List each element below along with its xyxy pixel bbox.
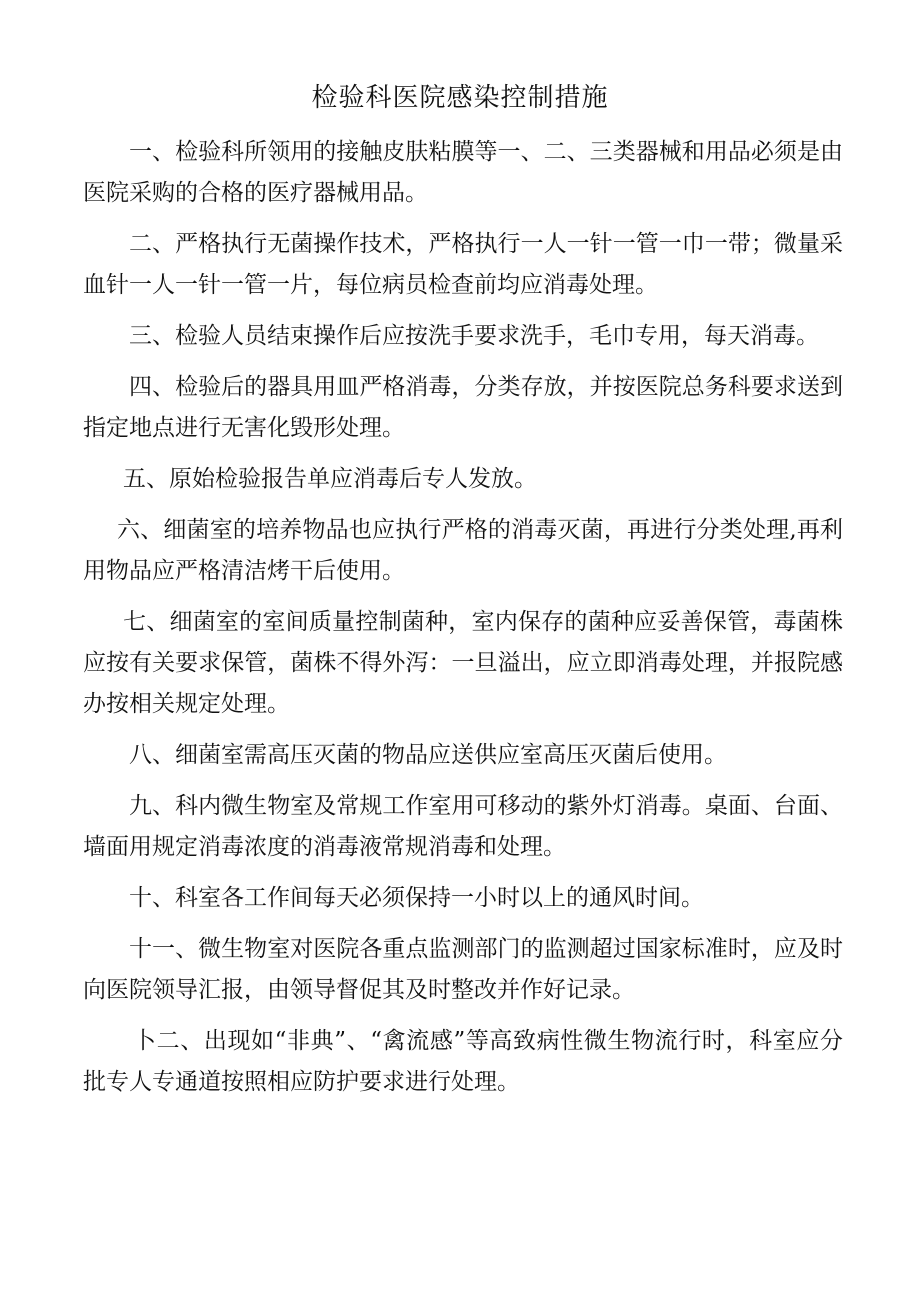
document-body (83, 132, 843, 1113)
paragraph-4: 四、检验后的器具用皿严格消毒，分类存放，并按医院总务科要求送到指定地点进行无害化毁形处理。 (83, 374, 843, 441)
paragraph-8: 八、细菌室需高压灭菌的物品应送供应室高压灭菌后使用。 (129, 742, 727, 768)
paragraph-2: 二、严格执行无菌操作技术，严格执行一人一针一管一巾一带；微量采血针一人一针一管一片，每位病员检查前均应消毒处理。 (83, 231, 843, 298)
paragraph-6: 六、细菌室的培养物品也应执行严格的消毒灭菌，再进行分类处理,再利用物品应严格清洁烤干后使用。 (83, 517, 843, 584)
paragraph-5: 五、原始检验报告单应消毒后专人发放。 (123, 466, 537, 492)
paragraph-12: 卜二、出现如“非典”、“禽流感”等高致病性微生物流行时，科室应分批专人专通道按照相应防护要求进行处理。 (83, 1028, 843, 1095)
paragraph-3: 三、检验人员结束操作后应按洗手要求洗手，毛巾专用，每天消毒。 (129, 323, 819, 349)
paragraph-1: 一、检验科所领用的接触皮肤粘膜等一、二、三类器械和用品必须是由医院采购的合格的医疗器械用品。 (83, 139, 843, 206)
paragraph-11: 十一、微生物室对医院各重点监测部门的监测超过国家标准时，应及时向医院领导汇报，由领导督促其及时整改并作好记录。 (83, 936, 843, 1003)
paragraph-9: 九、科内微生物室及常规工作室用可移动的紫外灯消毒。桌面、台面、墙面用规定消毒浓度的消毒液常规消毒和处理。 (83, 793, 843, 860)
paragraph-10: 十、科室各工作间每天必须保持一小时以上的通风时间。 (129, 885, 704, 911)
paragraph-7: 七、细菌室的室间质量控制菌种，室内保存的菌种应妥善保管，毒菌株应按有关要求保管，菌株不得外泻：一旦溢出，应立即消毒处理，并报院感办按相关规定处理。 (83, 609, 843, 717)
document-title: 检验科医院感染控制措施 (311, 83, 609, 113)
